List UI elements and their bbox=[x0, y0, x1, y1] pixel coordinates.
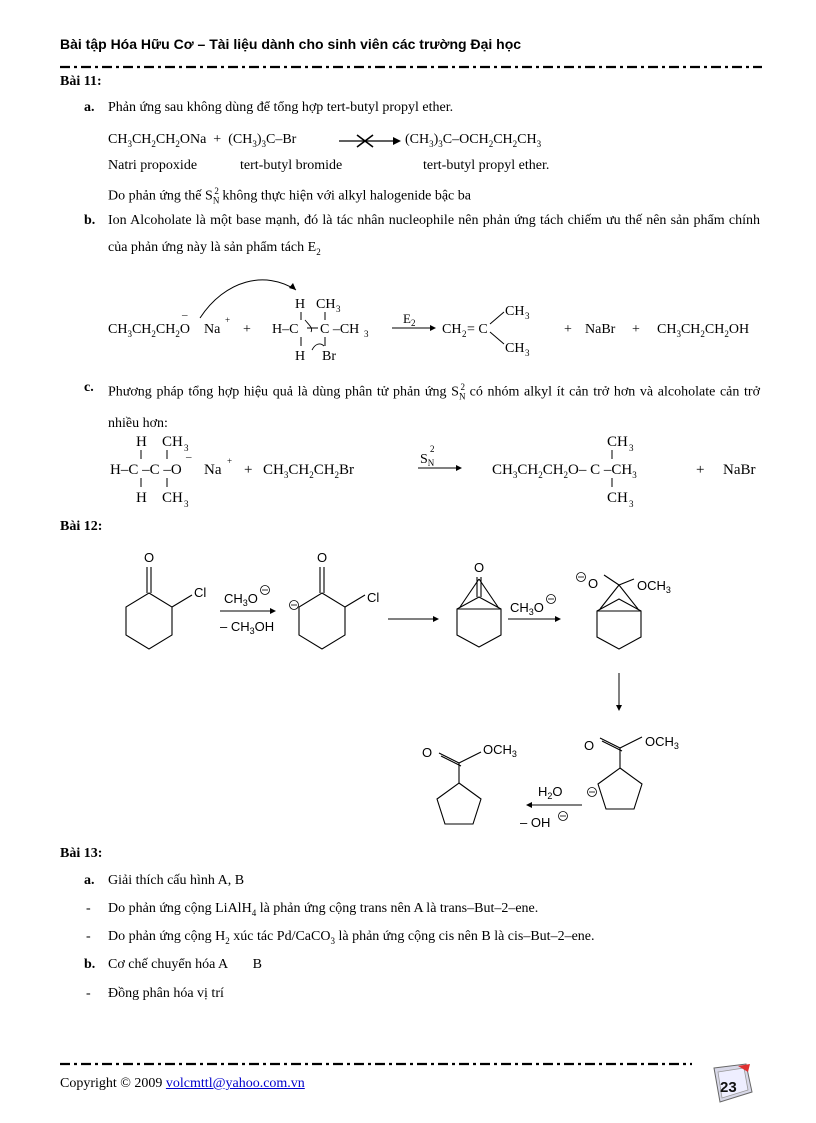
svg-text:2: 2 bbox=[430, 444, 435, 454]
reactant-tbutyl-bromide: $(CH_3)_3C-Br$ bbox=[228, 132, 297, 149]
svg-text:3: 3 bbox=[525, 348, 530, 358]
bai11-a-reaction bbox=[108, 132, 296, 149]
svg-text:–: – bbox=[186, 451, 192, 463]
svg-text:3: 3 bbox=[629, 499, 634, 509]
svg-text:O: O bbox=[584, 738, 595, 753]
svg-text:CH: CH bbox=[505, 341, 525, 356]
bai13-b-text: Cơ chế chuyển hóa A B bbox=[108, 957, 262, 972]
bullet-dash: - bbox=[86, 901, 91, 916]
svg-text:3: 3 bbox=[364, 329, 369, 339]
e2-mechanism-scheme bbox=[100, 270, 770, 370]
page-number-badge bbox=[708, 1062, 756, 1106]
bai11-b-label: b. bbox=[84, 213, 96, 228]
svg-text:–: – bbox=[182, 309, 188, 321]
svg-text:CH: CH bbox=[316, 297, 336, 312]
svg-text:H: H bbox=[295, 297, 306, 312]
name-bromide: tert-butyl bromide bbox=[240, 158, 343, 173]
e2-arrow-label: $E_2$ bbox=[403, 311, 416, 328]
svg-text:O: O bbox=[422, 745, 433, 760]
footer-copyright: Copyright © 2009 volcmttl@yahoo.com.vn bbox=[60, 1076, 305, 1091]
svg-text:+: + bbox=[227, 456, 233, 466]
bai11-c-label: c. bbox=[84, 380, 94, 395]
sn2-arrow-label: $S_N$ bbox=[420, 452, 435, 468]
svg-text:H–C: H–C bbox=[272, 322, 299, 337]
svg-text:3: 3 bbox=[184, 499, 189, 509]
page-header-title: Bài tập Hóa Hữu Cơ – Tài liệu dành cho sinh viên các trường Đại học bbox=[60, 36, 522, 52]
svg-text:H: H bbox=[295, 349, 306, 364]
bai13-b-label: b. bbox=[84, 957, 96, 972]
svg-text:CH: CH bbox=[162, 434, 183, 450]
svg-text:3: 3 bbox=[336, 304, 341, 314]
bai13-a-text: Giải thích cấu hình A, B bbox=[108, 873, 245, 888]
svg-text:– OH: – OH bbox=[520, 815, 551, 830]
svg-text:CH3O: $CH_3O$ bbox=[510, 600, 544, 617]
bai11-c-text: Phương pháp tổng hợp hiệu quả là dùng phân tử phản ứng $S_N^2$ có nhóm alkyl ít cản trở hơn và alcoholate cản trở nhiều hơn: bbox=[108, 382, 760, 432]
plus-sign: + bbox=[243, 322, 251, 337]
name-ether: tert-butyl propyl ether. bbox=[423, 158, 550, 173]
bai12-title: Bài 12: bbox=[60, 519, 103, 534]
byproduct-propanol: $CH_3CH_2CH_2OH$ bbox=[657, 322, 750, 339]
bai13-point-3: Đồng phân hóa vị trí bbox=[108, 986, 224, 1001]
svg-text:Cl: Cl bbox=[194, 585, 207, 600]
svg-text:Na: Na bbox=[204, 462, 222, 478]
product-ether-formula: $CH_3CH_2CH_2O-$ C $-CH_3$ bbox=[492, 462, 637, 480]
bai13-point-2: Do phản ứng cộng $H_2$ xúc tác Pd/CaCO$_3$ là phản ứng cộng cis nên B là cis–But–2–ene. bbox=[108, 929, 595, 946]
svg-text:OCH3: $OCH_3$ bbox=[483, 742, 517, 759]
hemiketal-alkoxide bbox=[577, 573, 671, 650]
svg-text:CH3O: $CH_3O$ bbox=[224, 591, 258, 608]
bai12-mechanism-scheme bbox=[100, 545, 770, 835]
bullet-dash: - bbox=[86, 986, 91, 1001]
reagent-propyl-bromide: $CH_3CH_2CH_2Br$ bbox=[263, 462, 355, 480]
bai11-title: Bài 11: bbox=[60, 74, 102, 89]
svg-text:+: + bbox=[244, 462, 253, 478]
svg-text:O: O bbox=[474, 560, 485, 575]
nucleophile-formula: $CH_3CH_2CH_2O$ bbox=[108, 322, 190, 339]
no-reaction-arrow bbox=[339, 134, 399, 148]
svg-text:OCH3: $OCH_3$ bbox=[645, 734, 679, 751]
bai13-point-1: Do phản ứng cộng LiAlH$_4$ là phản ứng cộng trans nên A là trans–But–2–ene. bbox=[108, 901, 539, 918]
page-number: 23 bbox=[720, 1079, 737, 1096]
sodium-label: Na bbox=[204, 322, 221, 337]
svg-text:2: 2 bbox=[462, 329, 467, 339]
svg-text:H: H bbox=[136, 434, 147, 450]
svg-text:CH: CH bbox=[607, 490, 628, 506]
byproduct-nabr: NaBr bbox=[585, 322, 616, 337]
product-ether: $(CH_3)_3C-OCH_2CH_2CH_3$ bbox=[405, 132, 542, 149]
svg-text:+: + bbox=[632, 322, 640, 337]
svg-text:3: 3 bbox=[184, 443, 189, 453]
svg-text:O: O bbox=[588, 576, 599, 591]
svg-text:CH: CH bbox=[442, 322, 462, 337]
svg-text:3: 3 bbox=[629, 443, 634, 453]
bai13-a-label: a. bbox=[84, 873, 95, 888]
bicyclic-ketone bbox=[457, 560, 501, 647]
chlorocyclohexanone-1 bbox=[126, 550, 206, 649]
name-propoxide: Natri propoxide bbox=[108, 158, 198, 173]
bullet-dash: - bbox=[86, 929, 91, 944]
svg-text:CH: CH bbox=[607, 434, 628, 450]
footer-email-link[interactable]: volcmttl@yahoo.com.vn bbox=[165, 1076, 305, 1091]
plus-sign: + bbox=[213, 132, 222, 147]
svg-text:+: + bbox=[564, 322, 572, 337]
header-rule bbox=[60, 63, 762, 71]
bai11-a-note: Do phản ứng thế $S_N^2$ không thực hiện với alkyl halogenide bậc ba bbox=[108, 186, 471, 206]
bai13-title: Bài 13: bbox=[60, 846, 103, 861]
svg-text:CH: CH bbox=[162, 490, 183, 506]
svg-text:– CH3OH: – $CH_3OH$ bbox=[220, 619, 275, 636]
enolate-intermediate bbox=[290, 550, 380, 649]
footer-rule bbox=[60, 1060, 692, 1068]
svg-text:= C: = C bbox=[467, 322, 488, 337]
svg-text:+: + bbox=[696, 462, 705, 478]
svg-text:3: 3 bbox=[525, 311, 530, 321]
bai11-a-text: Phản ứng sau không dùng để tổng hợp tert-butyl propyl ether. bbox=[108, 100, 454, 115]
svg-text:OCH3: $OCH_3$ bbox=[637, 578, 671, 595]
reactant-propoxide: $CH_3CH_2CH_2ONa$ bbox=[108, 132, 207, 149]
svg-text:H2O: $H_2O$ bbox=[538, 784, 563, 801]
bai11-a-label: a. bbox=[84, 100, 95, 115]
svg-text:O: O bbox=[317, 550, 328, 565]
svg-text:H–C –C –O: H–C –C –O bbox=[110, 462, 182, 478]
svg-text:+: + bbox=[225, 315, 231, 325]
svg-text:O: O bbox=[144, 550, 155, 565]
svg-text:Cl: Cl bbox=[367, 590, 380, 605]
carbanion-ester bbox=[584, 734, 679, 809]
svg-text:C –CH: C –CH bbox=[320, 322, 360, 337]
svg-text:CH: CH bbox=[505, 304, 525, 319]
sn2-synthesis-scheme bbox=[100, 428, 770, 513]
methyl-cyclopentanecarboxylate bbox=[422, 742, 517, 824]
bai11-b-text: Ion Alcoholate là một base mạnh, đó là tác nhân nucleophile nên phản ứng tách chiếm ưu thế nên sản phẩm chính của phản ứng này là sản phẩm tách $E_2$ bbox=[108, 213, 760, 257]
svg-text:Br: Br bbox=[322, 349, 336, 364]
svg-text:H: H bbox=[136, 490, 147, 506]
byproduct-nabr-2: NaBr bbox=[723, 462, 756, 478]
